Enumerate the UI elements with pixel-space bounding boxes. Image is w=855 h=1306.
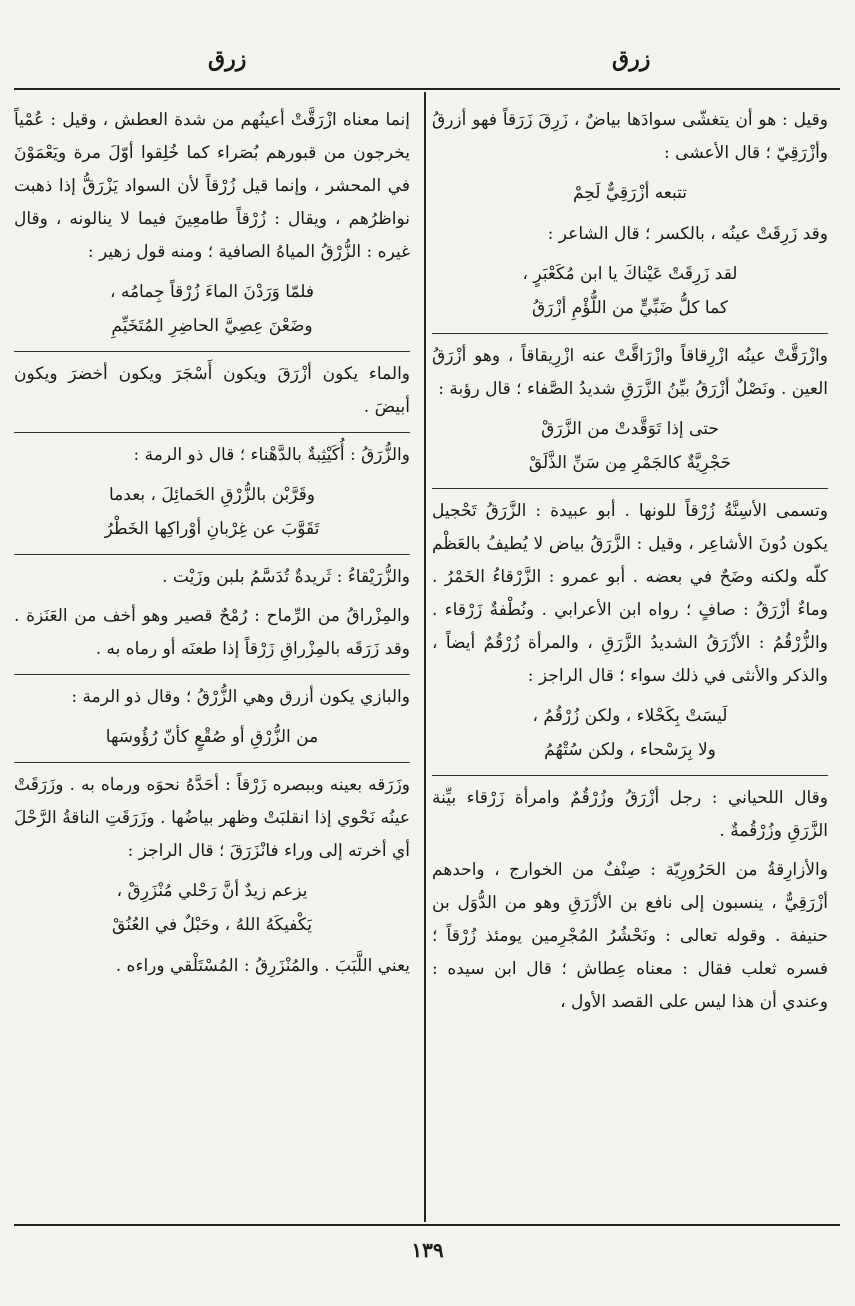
right-verse-3	[432, 412, 828, 480]
column-divider	[424, 92, 426, 1222]
left-column	[14, 104, 410, 989]
verse-line: من الزُّرْقِ أو صُقْعٍ كأنّ رُؤُوسَها	[105, 727, 319, 747]
right-verse-4	[432, 699, 828, 767]
section-rule	[432, 333, 828, 334]
left-verse-3	[14, 720, 410, 754]
verse-line: تَقَوَّبَ عن غِرْبانِ أوْراكِها الخَطْرُ	[104, 519, 320, 539]
right-column	[432, 104, 828, 1025]
verse-line: يزعم زيدٌ أنَّ رَحْلي مُنْزَرِقْ ،	[116, 881, 308, 901]
left-paragraph-5: والمِزْراقُ من الرِّماح : رُمْحٌ قصير وهو أخف من العَنَزة . وقد زَرَقَه بالمِزْراقِ زَرْقاً إذا طعنَه أو رماه به .	[14, 606, 410, 659]
verse-line: حتى إذا تَوَقَّدتْ من الزَّرَقْ	[541, 419, 719, 439]
right-paragraph-6: والأزارِقةُ من الحَرُورِيّة : صِنْفٌ من الخوارج ، واحدهم أزْرَقِيٌّ ، ينسبون إلى نافع بن الأزْرَقِ وهو من الدُّوَل بن حنيفة . وقوله تعالى : ونَحْشُرُ المُجْرِمين يومئذ زُرْقاً ؛ فسره ثعلب فقال : معناه عِطاش ؛ قال ابن سيده : وعندي أن هذا ليس على القصد الأول ،	[432, 860, 828, 1012]
section-rule	[14, 554, 410, 555]
left-paragraph-1: إنما معناه ازْرَقَّتْ أعينُهم من شدة العطش ، وقيل : عُمْياً يخرجون من قبورهم بُصَراء كما خُلِقوا أوّلَ مرة ويَعْمَوْنَ في المحشر ، وإنما قيل زُرْقاً لأن السواد يَزْرَقُّ إذا ذهبت نواظرُهم ، ويقال : زُرْقاً طامعِينَ فيما لا ينالونه ، وقال غيره : الزُّرْقُ المياهُ الصافية ؛ ومنه قول زهير :	[14, 110, 410, 262]
section-rule	[432, 775, 828, 776]
verse-line: حَجْرِيَّةٌ كالجَمْرِ مِن سَنِّ الذَّلَقْ	[528, 453, 732, 473]
section-rule	[14, 674, 410, 675]
left-verse-4	[14, 874, 410, 942]
bottom-rule	[14, 1224, 840, 1226]
header-root-word-right: زرق	[612, 46, 651, 72]
left-verse-2	[14, 478, 410, 546]
verse-line: فلمّا وَرَدْنَ الماءَ زُرْقاً جِمامُه ،	[109, 282, 315, 302]
left-paragraph-2: والماء يكون أزْرَقَ ويكون أَسْجَرَ ويكون أخضرَ ويكون أبيضَ .	[14, 364, 410, 417]
header-root-word-left: زرق	[208, 46, 247, 72]
right-paragraph-1: وقيل : هو أن يتغشّى سوادَها بياضٌ ، زَرِقَ زَرَقاً فهو أزرقُ وأزْرَقِيّ ؛ قال الأعشى :	[432, 110, 828, 163]
verse-line: كما كلُّ ضَبِّيٍّ من اللُّؤْمِ أزْرَقُ	[531, 298, 729, 318]
verse-line: لقد زَرِقَتْ عَيْناكَ يا ابن مُكَعْبَرٍ ،	[522, 264, 738, 284]
verse-line: وضَعْنَ عِصِيَّ الحاضِرِ المُتَخَيِّمِ	[111, 316, 313, 336]
section-rule	[14, 762, 410, 763]
right-paragraph-4: وتسمى الأسِنَّةُ زُرْقاً للونها . أبو عبيدة : الزَّرَقُ تَحْجيل يكون دُونَ الأشاعِر ، وقيل : الزَّرَقُ بياض لا يُطيفُ بالعَظْم كلّه ولكنه وضَحٌ في بعضه . أبو عمرو : الزَّرْقاءُ الخَمْرُ . وماءٌ أزْرَقُ : صافٍ ؛ رواه ابن الأعرابي . ونُطْفةٌ زَرْقاء . والزُّرْقُمُ : الأزْرَقُ الشديدُ الزَّرَقِ ، والمرأة زُرْقُمٌ أيضاً ، والذكر والأنثى في ذلك سواء ؛ قال الراجز :	[432, 501, 828, 686]
right-paragraph-3: وازْرَقَّتْ عينُه ازْرِقاقاً وازْرَاقَّتْ عنه ازْرِيقاقاً ، وهو أزْرَقُ العين . ونَصْلٌ أزْرَقُ بيِّنُ الزَّرَقِ شديدُ الصَّفاء ؛ قال رؤبة :	[432, 346, 828, 399]
section-rule	[432, 488, 828, 489]
section-rule	[14, 351, 410, 352]
right-verse-1	[432, 176, 828, 210]
verse-line: لَيسَتْ بِكَحْلاء ، ولكن زُرْقُمُ ،	[532, 706, 728, 726]
verse-line: وقَرَّبْن بالزُّرْقِ الحَمائِلَ ، بعدما	[109, 485, 315, 505]
left-paragraph-3: والزُّرَقُ : أُكَيْثِبةٌ بالدَّهْناء ؛ قال ذو الرمة :	[133, 445, 410, 465]
top-rule	[14, 88, 840, 90]
verse-line: تتبعه أزْرَقِيٌّ لَحِمْ	[572, 183, 688, 203]
right-verse-2	[432, 257, 828, 325]
left-paragraph-7: وزَرَقه بعينه وببصره زَرْقاً : أحَدَّهُ نحوَه ورماه به . وزَرَقَتْ عينُه نَحْوي إذا انقلبَتْ وظهر بياضُها . وزَرَقَتِ الناقةُ الرَّحْلَ أي أخرته إلى وراء فانْزَرَقَ ؛ قال الراجز :	[14, 775, 410, 861]
section-rule	[14, 432, 410, 433]
verse-line: ولا بِرَسْحاء ، ولكن سُتْهُمُ	[544, 740, 716, 760]
right-paragraph-2: وقد زَرِقَتْ عينُه ، بالكسر ؛ قال الشاعر :	[547, 224, 828, 244]
left-verse-1	[14, 275, 410, 343]
left-paragraph-8: يعني اللَّبَبَ . والمُنْزَرِقُ : المُسْتَلْقي وراءه .	[115, 956, 410, 976]
left-paragraph-6: والبازي يكون أزرق وهي الزُّرْقُ ؛ وقال ذو الرمة :	[71, 687, 410, 707]
right-paragraph-5: وقال اللحياني : رجل أزْرَقُ وزُرْقُمٌ وامرأة زَرْقاء بيِّنة الزَّرَقِ وزُرْقُمةٌ .	[432, 788, 828, 841]
left-paragraph-4: والزُّرَيْقاءُ : ثَريدةٌ تُدَسَّمُ بلبن وزَيْت .	[162, 567, 410, 587]
page-number: ١٣٩	[411, 1238, 444, 1262]
verse-line: يَكْفيكَهُ اللهُ ، وحَبْلٌ في العُنُقْ	[112, 915, 312, 935]
